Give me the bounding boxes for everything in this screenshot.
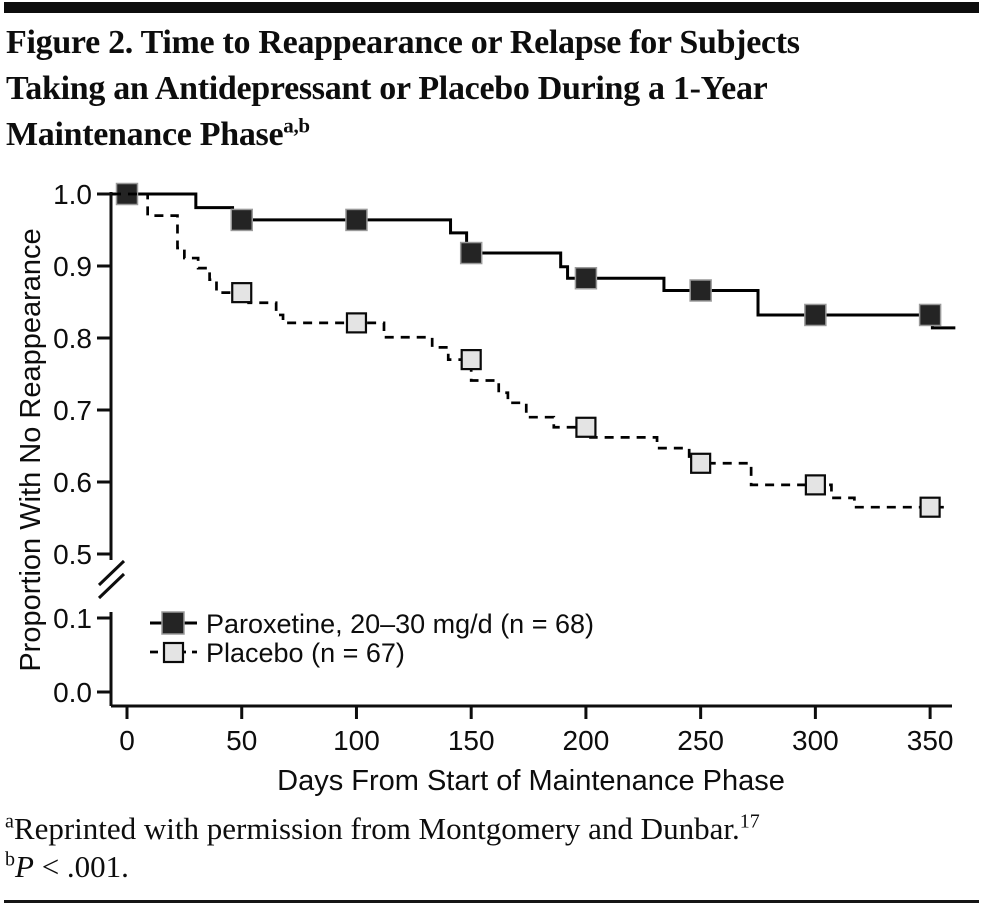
- data-marker: [921, 498, 940, 517]
- y-tick-label: 0.5: [53, 539, 92, 570]
- y-tick-label: 0.6: [53, 467, 92, 498]
- x-tick-label: 50: [226, 725, 258, 756]
- series-placebo: [112, 194, 951, 517]
- legend-label-placebo: Placebo (n = 67): [206, 638, 405, 668]
- x-axis-title: Days From Start of Maintenance Phase: [277, 765, 785, 797]
- data-marker: [690, 280, 711, 301]
- data-marker: [232, 283, 251, 302]
- footnote-a-marker: a: [5, 810, 14, 833]
- y-axis-title: Proportion With No Reappearance: [15, 228, 47, 672]
- footnote-b-text: < .001.: [33, 849, 129, 884]
- figure-title-line2: Taking an Antidepressant or Placebo During a 1-Year: [6, 70, 768, 107]
- data-marker: [347, 313, 366, 332]
- x-tick-label: 0: [119, 725, 135, 756]
- data-marker: [691, 454, 710, 473]
- y-tick-label: 0.7: [53, 395, 92, 426]
- footnote-b-marker: b: [5, 848, 15, 871]
- x-tick-label: 250: [677, 725, 725, 756]
- y-tick-label: 0.9: [53, 251, 92, 282]
- footnote-b: [5, 848, 760, 886]
- figure-title: [6, 20, 956, 158]
- footnotes: [5, 810, 760, 886]
- data-marker: [462, 350, 481, 369]
- footnote-b-pvalue-symbol: P: [15, 849, 34, 884]
- figure-title-line3: Maintenance Phase: [6, 116, 284, 153]
- series-paroxetine: [112, 184, 955, 328]
- footnote-a-text: Reprinted with permission from Montgomery and Dunbar.: [13, 811, 740, 846]
- data-marker: [576, 418, 595, 437]
- x-tick-label: 150: [447, 725, 495, 756]
- legend-marker-paroxetine: [162, 612, 184, 634]
- y-tick-label: 0.1: [53, 603, 92, 634]
- x-tick-label: 100: [333, 725, 380, 756]
- legend: [150, 609, 594, 668]
- y-tick-label: 0.0: [53, 677, 92, 708]
- data-marker: [231, 209, 252, 230]
- footnote-a-reference: 17: [739, 810, 760, 833]
- figure-title-line1: Figure 2. Time to Reappearance or Relapse for Subjects: [6, 24, 800, 61]
- x-tick-label: 350: [906, 725, 954, 756]
- data-marker: [461, 243, 482, 264]
- footnote-a: [5, 810, 760, 848]
- y-axis-ticks: [53, 179, 111, 708]
- data-marker: [346, 209, 367, 230]
- axis-break-slash: [99, 574, 124, 598]
- x-axis-ticks: [119, 706, 953, 756]
- km-chart: [0, 160, 983, 810]
- y-tick-label: 1.0: [53, 179, 92, 210]
- data-marker: [575, 268, 596, 289]
- legend-marker-placebo: [164, 643, 183, 662]
- placebo-curve: [112, 194, 951, 507]
- data-marker: [805, 304, 826, 325]
- y-tick-label: 0.8: [53, 323, 92, 354]
- data-marker: [920, 304, 941, 325]
- x-tick-label: 200: [562, 725, 610, 756]
- legend-markers: [150, 612, 197, 662]
- figure-title-superscript: a,b: [283, 113, 310, 138]
- legend-label-paroxetine: Paroxetine, 20–30 mg/d (n = 68): [206, 609, 594, 639]
- bottom-rule: [4, 900, 979, 903]
- axis-break-slash: [99, 561, 124, 585]
- x-tick-label: 300: [792, 725, 839, 756]
- data-marker: [806, 475, 825, 494]
- top-rule: [4, 2, 979, 13]
